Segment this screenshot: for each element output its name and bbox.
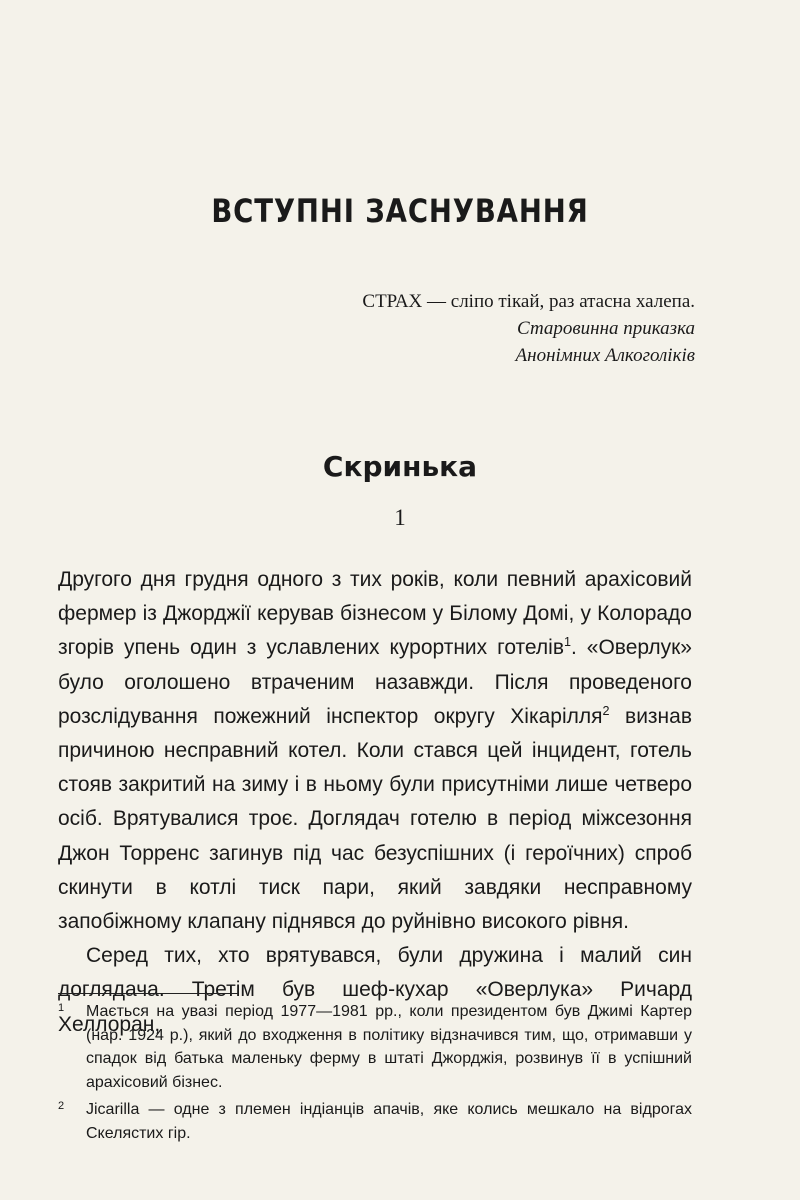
paragraph-1-part-c: визнав причиною несправний котел. Коли стався цей інцидент, готель стояв закритий на зиму і в ньому були присутніми лише четверо осіб. Врятувалися троє. Доглядач готелю в період міжсезоння Джон Торренс загинув під час безуспішних (і героїчних) спроб скинути в котлі тиск пари, який завдяки несправному запобіжному клапану піднявся до руйнівно високого рівня. bbox=[58, 704, 692, 934]
footnote-ref-1: 1 bbox=[563, 635, 571, 650]
paragraph-1-part-b: . «Оверлук» було оголошено втраченим назавжди. Після проведеного розслідування пожежний інспектор округу Хікарілля bbox=[58, 636, 692, 728]
chapter-title: Скринька bbox=[322, 450, 478, 483]
epigraph bbox=[362, 288, 695, 369]
footnote-divider bbox=[58, 993, 238, 994]
footnote-ref-2: 2 bbox=[602, 703, 610, 718]
body-text bbox=[58, 563, 692, 1042]
paragraph-1-part-a: Другого дня грудня одного з тих років, коли певний арахісовий фермер із Джорджії керував бізнесом у Білому Домі, у Колорадо згорів упень один з уславлених курортних готелів bbox=[58, 568, 692, 660]
epigraph-quote: СТРАХ — сліпо тікай, раз атасна халепа. bbox=[362, 291, 695, 312]
footnote-1-mark: 1 bbox=[58, 1002, 65, 1014]
chapter-number: 1 bbox=[394, 505, 406, 530]
footnote-2-text: Jicarilla — одне з племен індіанців апачів, яке колись мешкало на відрогах Скелястих гір. bbox=[86, 1101, 692, 1142]
footnote-1-text: Мається на увазі період 1977—1981 рр., коли президентом був Джимі Картер (нар. 1924 р.), який до входження в політику відзначився тим, що, отримавши у спадок від батька маленьку ферму в штаті Джорджія, розвинув її в успішний арахісовий бізнес. bbox=[86, 1003, 692, 1091]
epigraph-source-line-1: Старовинна приказка bbox=[517, 318, 695, 339]
section-title: ВСТУПНІ ЗАСНУВАННЯ bbox=[211, 192, 589, 230]
footnote-1 bbox=[58, 1000, 692, 1094]
footnote-2-mark: 2 bbox=[58, 1100, 65, 1112]
footnotes bbox=[58, 1000, 692, 1149]
paragraph-2: Серед тих, хто врятувався, були дружина і малий син доглядача. Третім був шеф-кухар «Оверлука» Ричард Хеллоран, bbox=[58, 944, 692, 1036]
epigraph-source-line-2: Анонімних Алкоголіків bbox=[515, 345, 695, 366]
paragraph-1 bbox=[58, 563, 692, 939]
footnote-2 bbox=[58, 1098, 692, 1145]
